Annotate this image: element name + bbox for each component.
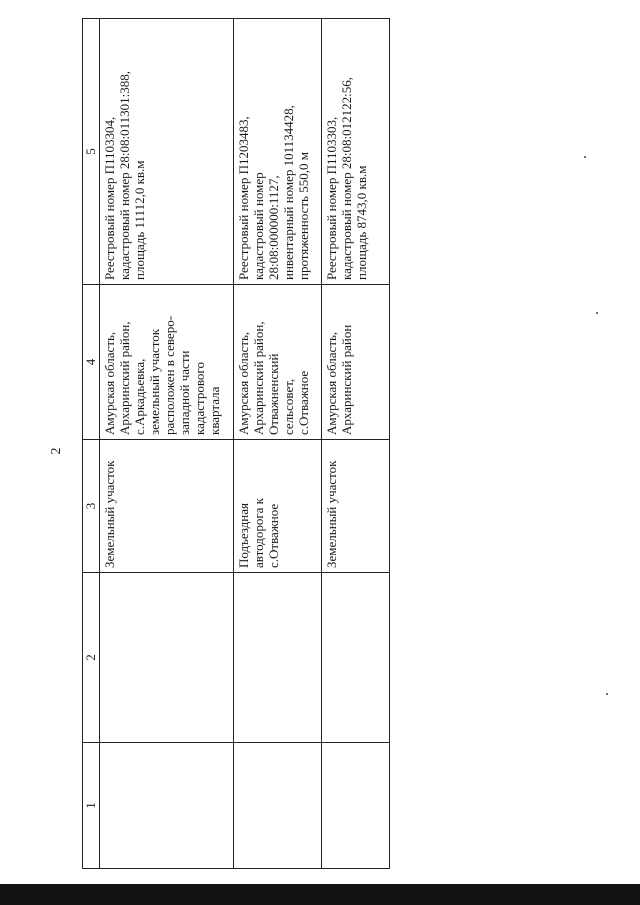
- document-frame: [82, 19, 390, 869]
- table-row: [234, 19, 322, 869]
- object-name-cell: Земельный участок: [322, 440, 390, 573]
- header-row: [83, 19, 100, 869]
- registry-cell: Реестровый номер П1203483, кадастровый номер 28:08:000000:1127, инвентарный номер 101134428, протяженность 550,0 м: [234, 19, 322, 285]
- header-cell-5: 5: [83, 19, 100, 285]
- header-cell-3: 3: [83, 440, 100, 573]
- scan-speck: [596, 312, 598, 314]
- table-cell: [234, 743, 322, 869]
- registry-cell: Реестровый номер П1103303, кадастровый номер 28:08:012122:56, площадь 8743,0 кв.м: [322, 19, 390, 285]
- table-row: [100, 19, 234, 869]
- address-cell: Амурская область, Архаринский район: [322, 285, 390, 440]
- page-number: 2: [49, 447, 64, 455]
- table-cell: [322, 743, 390, 869]
- header-cell-1: 1: [83, 743, 100, 869]
- header-cell-2: 2: [83, 573, 100, 743]
- property-table: [82, 18, 390, 869]
- table-cell: [100, 573, 234, 743]
- address-cell: Амурская область, Архаринский район, Отважненский сельсовет, с.Отважное: [234, 285, 322, 440]
- table-cell: [234, 573, 322, 743]
- object-name-cell: Земельный участок: [100, 440, 234, 573]
- address-cell: Амурская область, Архаринский район, с.Аркадьевка, земельный участок расположен в северо- западной части кадастрового квартала: [100, 285, 234, 440]
- scan-speck: [584, 156, 586, 158]
- table-row: [322, 19, 390, 869]
- header-cell-4: 4: [83, 285, 100, 440]
- rotated-table-container: [82, 19, 390, 869]
- table-cell: [322, 573, 390, 743]
- table-cell: [100, 743, 234, 869]
- scan-speck: [606, 693, 608, 695]
- scan-bottom-edge: [0, 884, 640, 905]
- object-name-cell: Подъездная автодорога к с.Отважное: [234, 440, 322, 573]
- registry-cell: Реестровый номер П1103304, кадастровый номер 28:08:011301:388, площадь 11112,0 кв.м: [100, 19, 234, 285]
